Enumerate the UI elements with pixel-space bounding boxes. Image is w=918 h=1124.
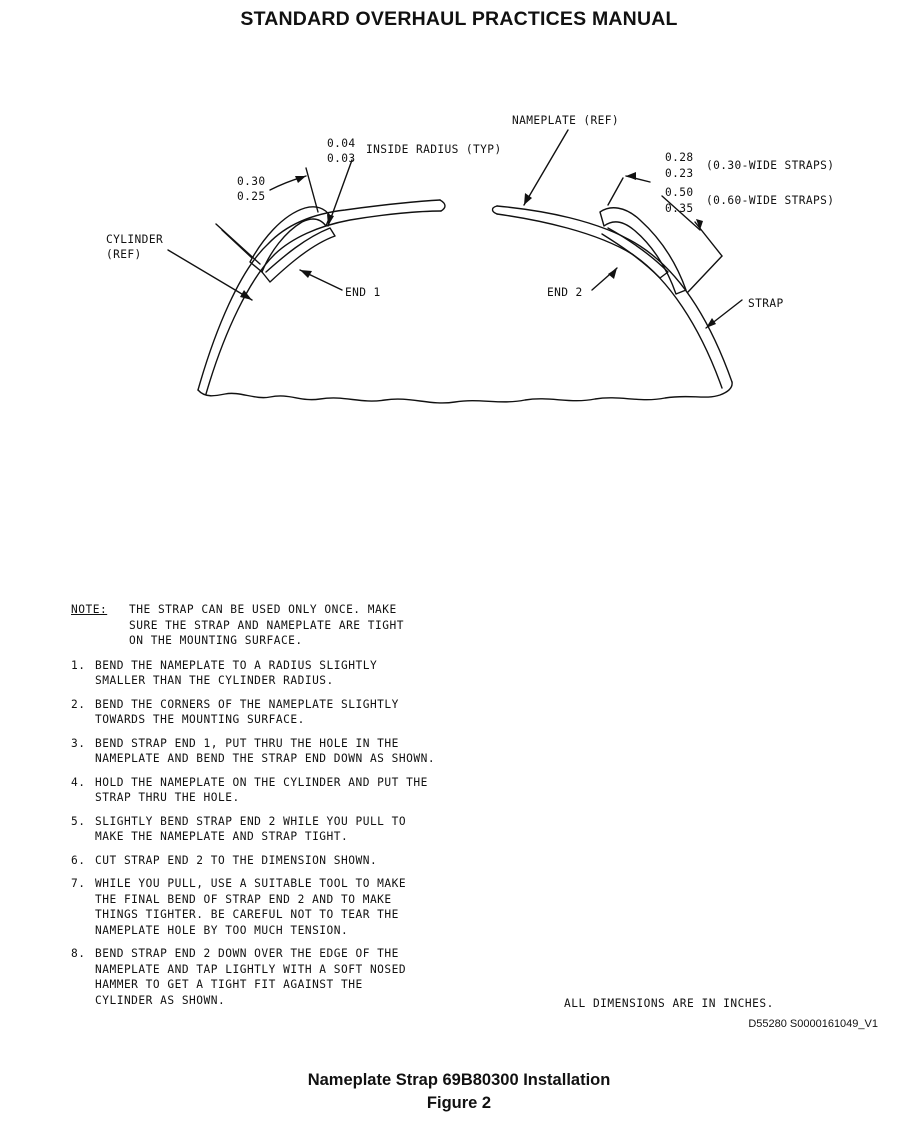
label-left-dim-lower: 0.25 (237, 190, 266, 203)
figure-number: Figure 2 (426, 1094, 492, 1112)
figure-caption: Nameplate Strap 69B80300 Installation (307, 1071, 611, 1089)
step-1 (71, 658, 541, 689)
installation-notes (71, 602, 541, 1016)
document-id: D55280 S0000161049_V1 (748, 1018, 878, 1030)
step-number: 5. (71, 814, 86, 828)
step-number: 4. (71, 775, 86, 789)
label-end2: END 2 (547, 286, 583, 299)
step-number: 3. (71, 736, 86, 750)
step-number: 2. (71, 697, 86, 711)
step-text: BEND THE CORNERS OF THE NAMEPLATE SLIGHTLY TOWARDS THE MOUNTING SURFACE. (95, 697, 399, 726)
step-number: 7. (71, 877, 86, 890)
label-radius-upper: 0.04 (327, 137, 356, 150)
step-6 (71, 853, 541, 869)
label-left-dim-upper: 0.30 (237, 175, 266, 188)
step-3 (71, 736, 541, 767)
note-block (71, 602, 541, 649)
step-8 (71, 946, 541, 1008)
dim-right-ext (608, 178, 623, 205)
label-cylinder-2: (REF) (106, 248, 142, 261)
step-2 (71, 697, 541, 728)
step-text: BEND THE NAMEPLATE TO A RADIUS SLIGHTLY SMALLER THAN THE CYLINDER RADIUS. (95, 658, 378, 687)
arrow-strap (706, 318, 716, 328)
cylinder-inner-right (497, 214, 722, 388)
step-text: WHILE YOU PULL, USE A SUITABLE TOOL TO MAKE THE FINAL BEND OF STRAP END 2 AND TO MAKE THINGS TIGHTER. BE CAREFUL NOT TO TEAR THE NAMEPLATE HOLE BY TOO MUCH TENSION. (95, 877, 407, 937)
step-text: BEND STRAP END 1, PUT THRU THE HOLE IN THE NAMEPLATE AND BEND THE STRAP END DOWN AS SHOWN. (95, 736, 436, 765)
arrow-end2 (608, 268, 617, 279)
label-inside-radius: INSIDE RADIUS (TYP) (366, 143, 502, 156)
strap-end2 (602, 228, 668, 278)
page-header-title: STANDARD OVERHAUL PRACTICES MANUAL (240, 8, 678, 30)
label-right-dim2-lower: 0.35 (665, 202, 694, 215)
step-number: 6. (71, 853, 86, 867)
step-text: BEND STRAP END 2 DOWN OVER THE EDGE OF THE NAMEPLATE AND TAP LIGHTLY WITH A SOFT NOSED HAMMER TO GET A TIGHT FIT AGAINST THE CYLINDER AS SHOWN. (95, 947, 407, 1007)
arrow-dim-right (626, 172, 636, 180)
step-number: 1. (71, 658, 86, 672)
label-nameplate-ref: NAMEPLATE (REF) (512, 114, 620, 127)
label-right-dim2-note: (0.60-WIDE STRAPS) (706, 194, 835, 207)
label-right-dim2-upper: 0.50 (665, 186, 694, 199)
label-right-dim1-note: (0.30-WIDE STRAPS) (706, 159, 835, 172)
leader-nameplate-ref (524, 130, 568, 205)
dim-right-ext3 (688, 256, 722, 292)
cylinder-bottom-break (198, 382, 732, 403)
break-mark-left (440, 200, 445, 211)
dim-left-leader (222, 230, 252, 258)
leader-inside-radius-b (306, 168, 318, 212)
arrow-end1 (300, 270, 312, 278)
label-cylinder-1: CYLINDER (106, 233, 164, 246)
step-text: SLIGHTLY BEND STRAP END 2 WHILE YOU PULL TO MAKE THE NAMEPLATE AND STRAP TIGHT. (95, 814, 407, 843)
label-radius-lower: 0.03 (327, 152, 356, 165)
step-number: 8. (71, 947, 86, 960)
arrow-cylinder (240, 290, 252, 300)
arrow-nameplate (524, 193, 532, 205)
label-right-dim1-upper: 0.28 (665, 151, 694, 164)
label-end1: END 1 (345, 286, 381, 299)
dimensions-note: ALL DIMENSIONS ARE IN INCHES. (564, 997, 774, 1010)
arrow-dim-left (295, 176, 306, 183)
step-4 (71, 775, 541, 806)
note-text: THE STRAP CAN BE USED ONLY ONCE. MAKE SURE THE STRAP AND NAMEPLATE ARE TIGHT ON THE MOUNTING SURFACE. (129, 603, 404, 647)
label-strap: STRAP (748, 297, 784, 310)
cylinder-inner-left (206, 211, 441, 394)
step-text: HOLD THE NAMEPLATE ON THE CYLINDER AND PUT THE STRAP THRU THE HOLE. (95, 775, 428, 804)
nameplate-left (250, 207, 330, 272)
leader-cylinder (168, 250, 252, 300)
label-right-dim1-lower: 0.23 (665, 167, 694, 180)
break-mark-right (492, 206, 497, 214)
step-text: CUT STRAP END 2 TO THE DIMENSION SHOWN. (95, 853, 378, 867)
step-7 (71, 876, 541, 938)
step-5 (71, 814, 541, 845)
note-label: NOTE: (71, 603, 108, 616)
strap-end1 (262, 228, 335, 282)
